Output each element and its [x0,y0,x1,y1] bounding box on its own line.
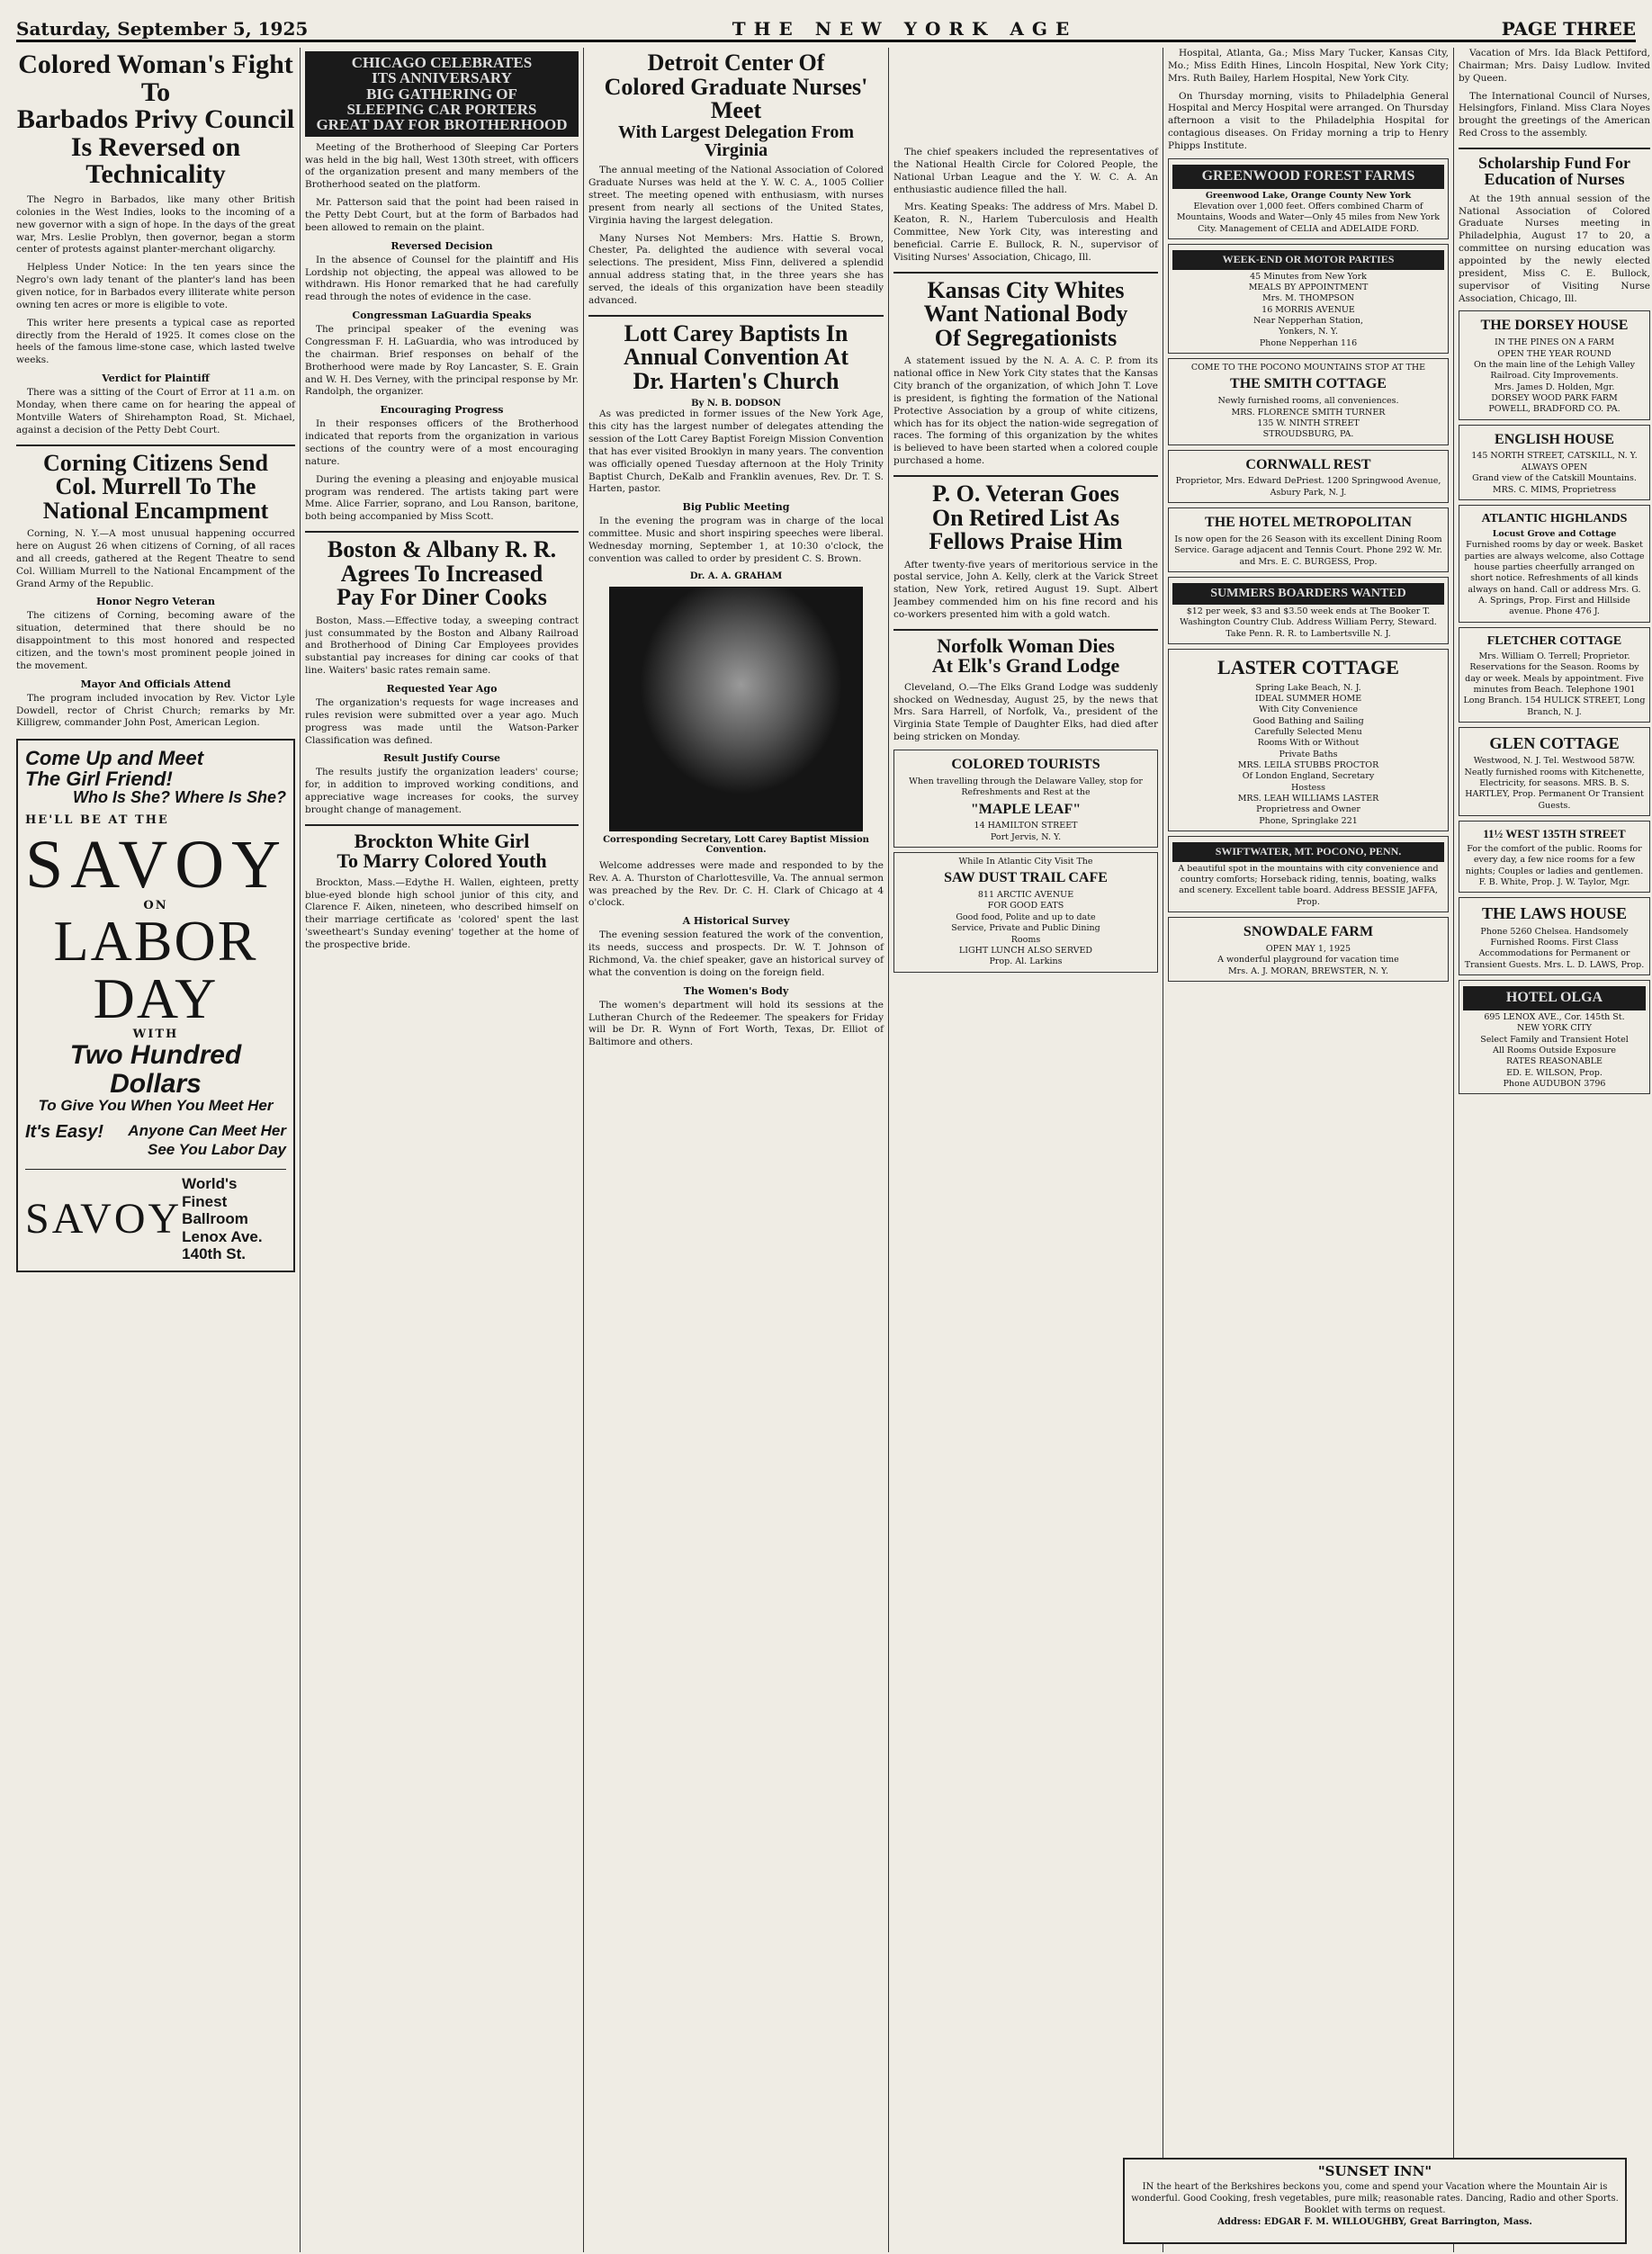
ad-line: 135 W. NINTH STREET [1257,418,1360,428]
metropolitan-ad [1168,507,1449,572]
savoy-day: LABOR DAY [53,909,258,1031]
laster-cottage-ad [1168,649,1449,831]
barbados-headline [16,51,295,189]
ad-line: FOR GOOD EATS [987,901,1064,911]
article-paragraph: In the evening the program was in charge of the local committee. Music and short inspiring speeches were liberal. Wednesday morning, September 1, at 10:30 o'clock, the convention was called to order by president C. S. Brown. [588,516,884,564]
po-veteran-headline [893,482,1158,554]
ad-line: Greenwood Lake, Orange County New York [1205,190,1412,201]
ad-line: Address: EDGAR F. M. WILLOUGHBY, Great Barrington, Mass. [1217,2216,1532,2227]
weekend-ad [1168,244,1449,354]
headline-line: On Retired List As [931,504,1120,531]
article-paragraph: The organization's requests for wage increases and rules revision were submitted over a year ago. Much progress was made until the Watson-Parker Classification was defined. [305,696,579,746]
headline-line: Fellows Praise Him [929,528,1123,555]
article-paragraph: In the absence of Counsel for the plaintiff and His Lordship not objecting, the appeal was allowed to be withdrawn. His Honor remarked that he had carefully read through the notes of evidence in the case. [305,254,579,303]
ad-title: CORNWALL REST [1245,456,1371,472]
headline-line: Meet [710,97,762,124]
divider [588,315,884,317]
ad-line: IN THE PINES ON A FARM [1494,337,1615,348]
ad-line: Spring Lake Beach, N. J. [1255,682,1361,693]
ad-line: IN the heart of the Berkshires beckons you, come and spend your Vacation where the Mountain Air is wonderful. Good Cooking, fresh vegetables, pure milk; reasonable rates. Dancing, Radio and other Sports. Booklet with terms on request. [1131,2181,1619,2215]
divider [16,445,295,446]
ad-line: Private Baths [1279,749,1338,759]
subheading: Congressman LaGuardia Speaks [352,310,532,322]
article-paragraph: The program included invocation by Rev. Victor Lyle Dowdell, rector of Christ Church; remarks by Mr. Killigrew, commander John Post, American Legion. [16,692,295,729]
article-paragraph: Mrs. Keating Speaks: The address of Mrs. Mabel D. Keaton, R. N., Harlem Tuberculosis and Health Committee, New York City, was interesting and beneficial. Carrie E. Bullock, R. N., supervisor of Visiting Nurses' Association, Chicago, Ill. [893,202,1158,263]
ad-line: A beautiful spot in the mountains with city convenience and country comforts; Horseback riding, tennis, boating, walks and scenery. Excellent table board. Address BESSIE JAFFA, Prop. [1178,863,1439,907]
savoy-line: Who Is She? Where Is She? [72,788,286,807]
ad-title: THE SMITH COTTAGE [1230,376,1387,392]
article-paragraph: The results justify the organization leaders' course; for, in addition to improved working conditions, and appreciative wage increases for cooks, the survey brought change of management. [305,767,579,815]
columns [16,48,1650,2252]
article-paragraph: The citizens of Corning, becoming aware of the situation, determined that there should be no disappointment to this most honored and respected citizen, and the town's most prominent people joined in the movement. [16,610,295,671]
subheading: A Historical Survey [682,915,790,928]
ad-line: Select Family and Transient Hotel [1480,1034,1629,1045]
ad-line: OPEN THE YEAR ROUND [1497,348,1612,359]
ad-line: STROUDSBURG, PA. [1262,429,1354,440]
ad-line: Westwood, N. J. Tel. Westwood 587W. Neatly furnished rooms with Kitchenette, Electricity, for seasons. MRS. B. S. HARTLEY, Prop. Permanent Or Transient Guests. [1464,756,1645,811]
divider [893,272,1158,274]
ad-line: Elevation over 1,000 feet. Offers combined Charm of Mountains, Woods and Water—Only 45 miles from New York City. Management of CELIA and ADELAIDE FORD. [1176,202,1441,234]
subheading: Requested Year Ago [386,682,498,695]
ad-line: MRS. C. MIMS, Proprietress [1492,484,1617,495]
glen-cottage-ad [1459,727,1650,816]
lott-carey-headline [588,319,884,394]
article-paragraph: Corning, N. Y.—A most unusual happening occurred here on August 26 when citizens of Corning, of all races and all creeds, gathered at the Regent Theatre to send Col. William Murrell to the National Encampment of the Grand Army of the Republic. [16,528,295,589]
atlantic-highlands-ad [1459,505,1650,623]
headline-line: BIG GATHERING OF [366,85,517,103]
ad-line: 14 HAMILTON STREET [974,821,1078,831]
ad-line: Carefully Selected Menu [1254,727,1362,738]
savoy-footer-name: SAVOY [25,1195,183,1244]
ad-line: ED. E. WILSON, Prop. [1506,1067,1603,1078]
headline-line: CHICAGO CELEBRATES [351,54,533,71]
savoy-see: See You Labor Day [148,1141,286,1159]
headline-line: Kansas City Whites [927,276,1125,303]
savoy-footer-line: Lenox Ave. 140th St. [182,1227,263,1263]
headline-line: Detroit Center Of [647,49,825,76]
divider [1459,148,1650,149]
headline-line: Colored Graduate Nurses' [604,73,868,100]
summer-boarders-ad [1168,577,1449,644]
ad-line: 811 ARCTIC AVENUE [977,890,1074,901]
ad-line: ALWAYS OPEN [1521,462,1588,472]
ad-line: MEALS BY APPOINTMENT [1248,282,1369,292]
scholarship-headline [1459,155,1650,188]
article-paragraph: Helpless Under Notice: In the ten years since the Negro's own lady tenant of the planter's land has been given notice, for in Barbados every illiterate white person owning ten acres or more is eligible to vote. [16,262,295,310]
article-paragraph: Welcome addresses were made and responded to by the Rev. A. A. Thurston of Charlottesville, Va. The annual sermon was preached by the Rev. Dr. C. H. Clark of Chicago at 4 o'clock. [588,859,884,909]
smith-cottage-ad [1168,358,1449,445]
divider [893,629,1158,631]
savoy-give: To Give You When You Meet Her [38,1097,274,1115]
ad-line: While In Atlantic City Visit The [958,857,1093,867]
ad-line: Phone, Springlake 221 [1259,815,1358,826]
ad-line: Phone 5260 Chelsea. Handsomely Furnished Rooms. First Class Accommodations for Permanent or Transient Guests. Mrs. L. D. LAWS, Prop. [1464,926,1645,970]
norfolk-headline [893,633,1158,678]
portrait-photo [609,587,863,831]
article-paragraph: There was a sitting of the Court of Error at 11 a.m. on Monday, when there came on for hearing the appeal of Montville Waters of Shirehampton Road, St. Michael, against a decision of the Petty Debt Court. [16,387,295,436]
ad-line: RATES REASONABLE [1506,1056,1603,1067]
ad-line: 16 MORRIS AVENUE [1261,304,1355,315]
fletcher-cottage-ad [1459,627,1650,723]
ad-line: 145 NORTH STREET, CATSKILL, N. Y. [1471,451,1638,462]
masthead-page: PAGE THREE [1501,18,1636,40]
ad-line: OPEN MAY 1, 1925 [1265,943,1351,954]
headline-line: Barbados Privy Council [16,104,295,135]
column-1 [16,48,301,2252]
subheading: Mayor And Officials Attend [80,678,231,690]
column-4 [893,48,1163,2252]
ad-line: Phone Nepperhan 116 [1259,337,1358,348]
ad-line: All Rooms Outside Exposure [1492,1046,1617,1055]
article-paragraph: The International Council of Nurses, Helsingfors, Finland. Miss Clara Noyes brought the greetings of the American Red Cross to the assembly. [1459,90,1650,139]
article-paragraph: Vacation of Mrs. Ida Black Pettiford, Chairman; Mrs. Daisy Ludlow. Invited by Queen. [1459,48,1650,84]
headline-line: Lott Carey Baptists In [624,319,848,346]
ad-line: 45 Minutes from New York [1250,271,1367,282]
article-paragraph: Cleveland, O.—The Elks Grand Lodge was suddenly shocked on Wednesday, August 25, by the news that Mrs. Sara Harrell, of Norfolk, Va., president of the Virginia State Temple of Daughter Elks, had died after being stricken on Monday. [893,681,1158,743]
ad-line: MRS. FLORENCE SMITH TURNER [1231,407,1386,418]
savoy-footer-line: World's Finest Ballroom [182,1175,248,1228]
masthead-title: THE NEW YORK AGE [732,18,1078,40]
headline-line: Annual Convention At [624,344,848,371]
greenwood-ad [1168,158,1449,239]
photo-label: Dr. A. A. GRAHAM [689,570,783,581]
ad-title: ENGLISH HOUSE [1495,431,1614,447]
headline-line: Norfolk Woman Dies [937,633,1115,657]
english-house-ad [1459,425,1650,500]
ad-line: DORSEY WOOD PARK FARM [1491,392,1618,403]
ad-line: Good food, Polite and up to date [956,911,1096,922]
swiftwater-ad [1168,836,1449,912]
headline-line: Education of Nurses [1484,170,1625,189]
ad-title: THE DORSEY HOUSE [1480,318,1629,334]
ad-line: Yonkers, N. Y. [1279,327,1338,337]
ad-title: 11½ WEST 135TH STREET [1483,827,1626,841]
subheading: Result Justify Course [382,752,501,765]
subheading: Honor Negro Veteran [96,596,215,608]
headline-line: ITS ANNIVERSARY [372,69,512,87]
ad-line: Phone AUDUBON 3796 [1503,1079,1606,1090]
ad-title: LASTER COTTAGE [1217,656,1399,679]
savoy-anyone: Anyone Can Meet Her [128,1122,286,1140]
headline-line: Boston & Albany R. R. [327,536,557,563]
article-paragraph: Hospital, Atlanta, Ga.; Miss Mary Tucker, Kansas City, Mo.; Miss Edith Hines, Lincoln Hospital, New York City; Mrs. Ruth Bailey, Harlem Hospital, New York City. [1168,48,1449,84]
headline-line: Agrees To Increased [340,560,543,587]
savoy-footer [25,1169,286,1263]
brockton-headline [305,831,579,872]
snowdale-ad [1168,917,1449,982]
divider [305,531,579,533]
headline-line: Is Reversed on Technicality [70,131,241,190]
savoy-easy: It's Easy! [25,1122,104,1143]
saw-dust-trail-ad [893,852,1158,973]
ad-title: THE LAWS HOUSE [1481,904,1628,923]
article-paragraph: In their responses officers of the Brotherhood indicated that reports from the organization in various sections of the country were of a most encouraging nature. [305,418,579,467]
ad-line: Service, Private and Public Dining [951,923,1100,934]
headline-line: Col. Murrell To The [55,473,256,500]
ad-title: GREENWOOD FOREST FARMS [1172,165,1444,189]
ad-line: Proprietor, Mrs. Edward DePriest. 1200 Springwood Avenue, Asbury Park, N. J. [1175,476,1441,498]
ad-title: "MAPLE LEAF" [970,801,1082,817]
ad-line: Rooms [1010,934,1041,945]
column-2 [305,48,584,2252]
nurses-headline [588,51,884,159]
headline-line: With Largest Delegation From Virginia [617,121,854,160]
ad-line: With City Convenience [1258,705,1359,715]
ad-title: GLEN COTTAGE [1489,734,1620,753]
headline-line: Of Segregationists [934,324,1118,351]
headline-line: Scholarship Fund For [1477,154,1631,173]
ad-line: Furnished rooms by day or week. Basket parties are always welcome, also Cottage house parties cheerfully arranged on short notice. Refreshments of all kinds always on hand. Call or address Mrs. G. A. Springs, Prop. First and Hillside avenue. Phone 476 J. [1464,540,1645,617]
byline: By N. B. DODSON [691,399,781,409]
ad-line: Good Bathing and Sailing [1252,715,1364,726]
ad-line: POWELL, BRADFORD CO. PA. [1488,404,1621,415]
laws-house-ad [1459,897,1650,975]
headline-continuation-space [893,48,1158,147]
masthead [16,9,1636,42]
corning-headline [16,449,295,524]
ad-line: Mrs. A. J. MORAN, BREWSTER, N. Y. [1227,965,1389,976]
article-paragraph: During the evening a pleasing and enjoyable musical program was rendered. The artists taking part were Mme. Alice Farrier, soprano, and Lou Ranson, baritone, both being accompanied by Miss Scott. [305,473,579,523]
headline-line: National Encampment [42,497,269,524]
west-135th-ad [1459,821,1650,893]
ad-title: SNOWDALE FARM [1243,924,1374,940]
subheading: Reversed Decision [391,239,493,252]
article-paragraph: The evening session featured the work of the convention, its needs, success and prospects. Dr. W. T. Johnson of Richmond, Va. the chief speaker, gave an historical survey of what the convention is doing on the foreign field. [588,929,884,978]
article-paragraph: A statement issued by the N. A. A. C. P. from its national office in New York City states that the Kansas City branch of the organization, of which John T. Love is president, is fighting the formation of the National Protective Association by a group of white citizens, which has for its object the nation-wide segregation of races. The forming of this organization by the whites is believed to have been started when a colored couple purchased a home. [893,355,1158,467]
cornwall-ad [1168,450,1449,503]
ad-line: Mrs. William O. Terrell; Proprietor. Reservations for the Season. Rooms by day or week. Meals by appointment. Five minutes from Beach. Telephone 1901 Long Branch. 154 HULICK STREET, Long Branch, N. J. [1463,651,1646,717]
article-paragraph: Brockton, Mass.—Edythe H. Wallen, eighteen, pretty blue-eyed blonde high school junior of this city, and Clarence F. Aiken, nineteen, who described himself on their marriage certificate as 'colored' spent the last 'sweetheart's Sunday evening' together at the home of the prospective bride. [305,876,579,951]
headline-line: GREAT DAY FOR BROTHERHOOD [316,116,568,134]
ad-line: Mrs. James D. Holden, Mgr. [1494,382,1615,392]
headline-line: Want National Body [923,301,1128,328]
dorsey-house-ad [1459,310,1650,419]
ad-line: MRS. LEAH WILLIAMS LASTER [1237,794,1379,804]
article-paragraph: The chief speakers included the representatives of the National Health Circle for Colored People, the National Urban League and the Y. W. C. A. An enthusiastic audience filled the hall. [893,147,1158,195]
article-paragraph: On Thursday morning, visits to Philadelphia General Hospital and Mercy Hospital were arranged. On Thursday afternoon a visit to the Philadelphia Hospital for contagious diseases. On Friday morning a trip to Henry Phipps Institute. [1168,90,1449,152]
headline-line: SLEEPING CAR PORTERS [346,100,537,118]
ad-title: FLETCHER COTTAGE [1486,633,1622,648]
savoy-line: The Girl Friend! [25,768,173,791]
ad-line: When travelling through the Delaware Valley, stop for Refreshments and Rest at the [909,776,1143,798]
headline-line: Pay For Diner Cooks [337,584,547,611]
column-6 [1459,48,1652,2252]
maple-leaf-ad [893,750,1158,848]
savoy-footer-address [182,1175,286,1263]
kansas-city-headline [893,276,1158,351]
ad-line: Mrs. M. THOMPSON [1261,293,1355,304]
headline-line: P. O. Veteran Goes [932,480,1119,507]
article-paragraph: Many Nurses Not Members: Mrs. Hattie S. Brown, Chester, Pa. delighted the audience with several vocal selections. The president, Miss Finn, delivered a splendid annual address stating that, in the three years she has served, the ideals of this organization have been steadily advanced. [588,232,884,306]
article-paragraph: This writer here presents a typical case as reported directly from the Herald of 1925. It comes close on the heels of the famous lime-stone case, which lasted twelve weeks. [16,317,295,366]
ad-line: IDEAL SUMMER HOME [1254,694,1362,705]
savoy-amount: Two Hundred Dollars [69,1040,242,1099]
divider [305,824,579,826]
ad-line: Grand view of the Catskill Mountains. [1472,473,1637,484]
ad-line: A wonderful playground for vacation time [1217,955,1399,965]
ad-line: Rooms With or Without [1257,738,1360,749]
ad-line: MRS. LEILA STUBBS PROCTOR [1237,760,1379,771]
ad-title: HOTEL OLGA [1463,986,1646,1010]
divider [893,475,1158,477]
savoy-name: SAVOY [25,827,289,903]
ad-line: Prop. Al. Larkins [989,956,1063,967]
headline-line: Corning Citizens Send [43,449,268,476]
headline-line: Dr. Harten's Church [633,367,839,394]
ad-line: $12 per week, $3 and $3.50 week ends at The Booker T. Washington Country Club. Address William Perry, Steward. Take Penn. R. R. to Lambertsville N. J. [1180,606,1437,639]
subheading: Big Public Meeting [682,501,790,514]
ad-title: SAW DUST TRAIL CAFE [944,870,1108,886]
hotel-olga-ad [1459,980,1650,1094]
savoy-line: HE'LL BE AT THE [25,813,169,828]
subheading: Encouraging Progress [380,404,504,417]
headline-line: Brockton White Girl [354,829,530,852]
ad-title: SUMMERS BOARDERS WANTED [1172,583,1444,605]
ad-title: SWIFTWATER, MT. POCONO, PENN. [1172,842,1444,862]
article-paragraph: The Negro in Barbados, like many other British colonies in the West Indies, looks to the incoming of a new governor with a sign of hope. In the days of the great war, Mrs. Leslie Problyn, then governor, began a storm center of protests against planter-merchant oligarchy. [16,193,295,256]
photo-caption: Corresponding Secretary, Lott Carey Baptist Mission Convention. [603,834,869,855]
article-paragraph: Mr. Patterson said that the point had been raised in the Petty Debt Court, but at the form of Barbados had been allowed to remain on the plaint. [305,197,579,233]
article-paragraph: The women's department will hold its sessions at the Lutheran Church of the Redeemer. The speakers for Friday will be Dr. R. Wynn of Fort Worth, Texas, Dr. Elliot of Baltimore and others. [588,999,884,1048]
ad-line: Of London England, Secretary [1242,771,1375,782]
ad-title: WEEK-END OR MOTOR PARTIES [1172,250,1444,270]
ad-title: COLORED TOURISTS [951,757,1100,773]
ad-line: COME TO THE POCONO MOUNTAINS STOP AT THE [1190,363,1426,373]
article-paragraph: The annual meeting of the National Association of Colored Graduate Nurses was held at the Y. W. C. A., 1005 Collier street. The meeting opened with enthusiasm, with nurses present from nearly all sections of the United States, Virginia having the largest delegation. [588,165,884,226]
ad-line: On the main line of the Lehigh Valley Railroad. City Improvements. [1473,359,1636,382]
ad-line: LIGHT LUNCH ALSO SERVED [958,945,1093,956]
boston-headline [305,538,579,610]
ad-line: Newly furnished rooms, all conveniences. [1217,396,1399,407]
headline-line: Colored Woman's Fight To [18,49,293,107]
ad-line: NEW YORK CITY [1517,1023,1592,1034]
savoy-ad [16,739,295,1272]
ad-line: 695 LENOX AVE., Cor. 145th St. [1484,1011,1625,1022]
article-paragraph: The principal speaker of the evening was Congressman F. H. LaGuardia, who was introduced by the chairman. Brief responses on behalf of the Brotherhood were made by Roy Lancaster, S. E. Grain and W. H. Des Verney, with the principal response by Mr. Randolph, the organizer. [305,324,579,398]
ad-line: Hostess [1290,782,1326,793]
ad-title: ATLANTIC HIGHLANDS [1481,511,1628,525]
headline-line: At Elk's Grand Lodge [931,654,1120,678]
savoy-with: WITH [132,1028,179,1042]
ad-line: For the comfort of the public. Rooms for every day, a few nice rooms for a few nights; Couples or ladies and gentlemen. F. B. White, Prop. J. W. Taylor, Mgr. [1465,844,1644,888]
headline-line: To Marry Colored Youth [337,849,547,873]
ad-line: Is now open for the 26 Season with its excellent Dining Room Service. Garage adjacent and Tennis Court. Phone 292 W. Mr. and Mrs. E. C. BURGESS, Prop. [1174,534,1442,567]
ad-line: Port Jervis, N. Y. [990,831,1062,842]
column-5 [1168,48,1454,2252]
savoy-line: Come Up and Meet [25,747,204,770]
article-paragraph: Boston, Mass.—Effective today, a sweeping contract just consummated by the Boston and Albany Railroad and Brotherhood of Dining Car Employees provides substantial pay increases for dining car cooks of that line. Waiters' basic rates remain same. [305,615,579,677]
chicago-headline [305,51,579,137]
article-paragraph: At the 19th annual session of the National Association of Colored Graduate Nurses meeting in Philadelphia, August 17 to 20, a committee on nursing education was appointed by the newly elected president, Miss C. E. Bullock, supervisor of Visiting Nurse Association, Chicago, Ill. [1459,193,1650,304]
subheading: Verdict for Plaintiff [102,373,210,385]
article-paragraph: As was predicted in former issues of the New York Age, this city has the largest number of delegates attending the session of the Lott Carey Baptist Foreign Mission Convention that has ever visited Brooklyn in many years. The convention was officially opened Tuesday afternoon at the Holy Trinity Baptist Church, DeKalb and Franklin avenues, Rev. Dr. T. S. Harten, pastor. [588,409,884,495]
article-paragraph: After twenty-five years of meritorious service in the postal service, John A. Kelly, clerk at the Varick Street station, New York, retired August 19. Supt. Albert Jeambey commended him on his fine record and his co-workers presented him with a gold watch. [893,559,1158,620]
subheading: The Women's Body [683,984,789,997]
ad-line: Locust Grove and Cottage [1492,529,1617,540]
savoy-on: ON [143,899,168,913]
ad-line: Proprietress and Owner [1256,804,1360,815]
article-paragraph: Meeting of the Brotherhood of Sleeping Car Porters was held in the big hall, West 130th street, with officers of the organization present and many members of the Brotherhood seated on the platform. [305,141,579,191]
ad-line: Near Nepperhan Station, [1252,316,1364,327]
sunset-inn-ad [1123,2158,1627,2244]
masthead-date: Saturday, September 5, 1925 [16,18,309,40]
ad-title: THE HOTEL METROPOLITAN [1205,515,1412,531]
ad-title: "SUNSET INN" [1317,2163,1432,2179]
column-3 [588,48,889,2252]
